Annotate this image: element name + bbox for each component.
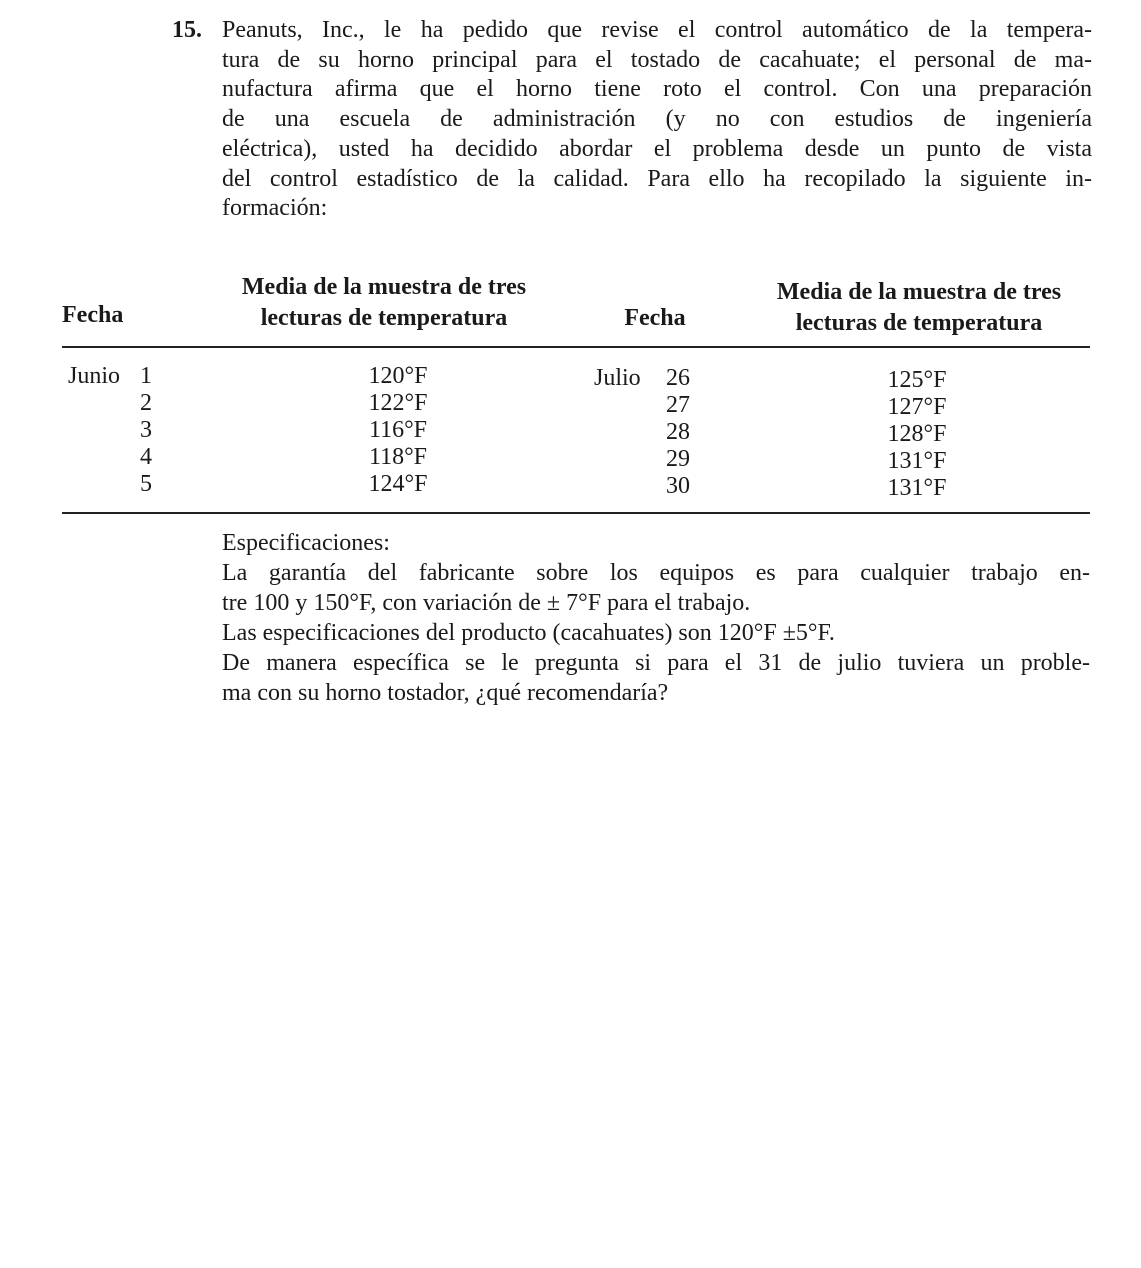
- specs-line: ma con su horno tostador, ¿qué recomendaría?: [222, 680, 669, 706]
- specs-line: Las especificaciones del producto (cacahuates) son 120°F ±5°F.: [222, 620, 835, 646]
- specs-line: La garantía del fabricante sobre los equipos es para cualquier trabajo en-: [222, 560, 1090, 586]
- specs-line: De manera específica se le pregunta si para el 31 de julio tuviera un proble-: [222, 650, 1090, 676]
- month-junio: Junio: [68, 363, 121, 389]
- problem-line: nufactura afirma que el horno tiene roto el control. Con una preparación: [222, 76, 1092, 103]
- day-left: 3: [140, 417, 152, 443]
- problem-line: eléctrica), usted ha decidido abordar el problema desde un punto de vista: [222, 135, 1092, 162]
- footer-rule: [62, 512, 1090, 514]
- header-media-right-1: Media de la muestra de tres: [776, 279, 1062, 305]
- day-right: 30: [666, 473, 690, 499]
- temp-left: 120°F: [368, 363, 428, 389]
- problem-number: 15.: [172, 17, 202, 43]
- specs-line: tre 100 y 150°F, con variación de ± 7°F para el trabajo.: [222, 590, 751, 616]
- day-left: 5: [140, 471, 152, 497]
- header-rule: [62, 346, 1090, 348]
- specifications: [222, 528, 1090, 708]
- day-right: 28: [666, 419, 690, 445]
- day-right: 27: [666, 392, 690, 418]
- temp-right: 125°F: [887, 367, 947, 393]
- problem-line: tura de su horno principal para el tostado de cacahuate; el personal de ma-: [222, 46, 1092, 73]
- header-media-left-2: lecturas de temperatura: [260, 305, 508, 331]
- temp-left: 118°F: [368, 444, 428, 470]
- day-left: 4: [140, 444, 152, 470]
- problem-line: Peanuts, Inc., le ha pedido que revise el control automático de la tempera-: [222, 17, 1092, 43]
- temp-right: 131°F: [887, 448, 947, 474]
- temp-right: 131°F: [887, 475, 947, 501]
- problem-line: de una escuela de administración (y no con estudios de ingeniería: [222, 106, 1092, 133]
- temp-right: 128°F: [887, 421, 947, 447]
- problem-paragraph: [222, 16, 1092, 224]
- day-left: 1: [140, 363, 152, 389]
- temperature-table: [62, 272, 1090, 524]
- temp-left: 124°F: [368, 471, 428, 497]
- month-julio: Julio: [594, 365, 641, 391]
- temp-left: 122°F: [368, 390, 428, 416]
- header-fecha-right: Fecha: [624, 305, 686, 331]
- problem-statement: [172, 16, 1092, 224]
- header-media-right-2: lecturas de temperatura: [795, 310, 1043, 336]
- temp-right: 127°F: [887, 394, 947, 420]
- temp-left: 116°F: [368, 417, 428, 443]
- day-right: 26: [666, 365, 690, 391]
- specs-title: Especificaciones:: [222, 530, 390, 556]
- problem-line: del control estadístico de la calidad. Para ello ha recopilado la siguiente in-: [222, 165, 1092, 192]
- day-left: 2: [140, 390, 152, 416]
- day-right: 29: [666, 446, 690, 472]
- problem-line: formación:: [222, 195, 328, 222]
- header-fecha-left: Fecha: [62, 302, 124, 328]
- header-media-left-1: Media de la muestra de tres: [241, 274, 527, 300]
